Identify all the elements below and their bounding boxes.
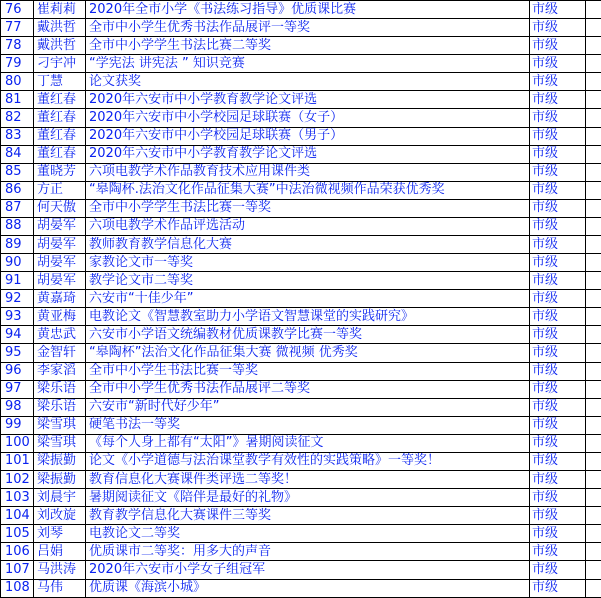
empty-cell — [586, 290, 601, 308]
award-title-cell: 论文获奖 — [86, 73, 530, 91]
empty-cell — [586, 19, 601, 37]
empty-cell — [586, 127, 601, 145]
empty-cell — [586, 434, 601, 452]
award-title-cell: 2020年六安市中小学校园足球联赛（女子） — [86, 109, 530, 127]
row-number-cell: 88 — [1, 217, 34, 235]
row-number-cell: 98 — [1, 398, 34, 416]
award-title-cell: “皋陶杯.法治文化作品征集大赛”中法治微视频作品荣获优秀奖 — [86, 181, 530, 199]
empty-cell — [586, 380, 601, 398]
award-title-cell: 《每个人身上都有“太阳”》暑期阅读征文 — [86, 434, 530, 452]
table-row — [1, 452, 601, 470]
award-title-cell: 教育教学信息化大赛课件三等奖 — [86, 507, 530, 525]
name-cell: 梁乐语 — [34, 380, 86, 398]
empty-cell — [586, 579, 601, 598]
row-number-cell: 86 — [1, 181, 34, 199]
row-number-cell: 101 — [1, 452, 34, 470]
level-cell: 市级 — [530, 199, 586, 217]
award-title-cell: 电教论文二等奖 — [86, 525, 530, 543]
empty-cell — [586, 254, 601, 272]
level-cell: 市级 — [530, 326, 586, 344]
row-number-cell: 80 — [1, 73, 34, 91]
name-cell: 胡晏军 — [34, 254, 86, 272]
award-title-cell: 2020年六安市中小学教育教学论文评选 — [86, 145, 530, 163]
award-title-cell: 全市中小学生书法比赛一等奖 — [86, 362, 530, 380]
row-number-cell: 90 — [1, 254, 34, 272]
award-title-cell: 暑期阅读征文《陪伴是最好的礼物》 — [86, 489, 530, 507]
name-cell: 金智轩 — [34, 344, 86, 362]
row-number-cell: 99 — [1, 416, 34, 434]
empty-cell — [586, 471, 601, 489]
table-row — [1, 145, 601, 163]
row-number-cell: 76 — [1, 1, 34, 19]
level-cell: 市级 — [530, 181, 586, 199]
table-row — [1, 37, 601, 55]
name-cell: 丁慧 — [34, 73, 86, 91]
empty-cell — [586, 181, 601, 199]
row-number-cell: 84 — [1, 145, 34, 163]
name-cell: 戴洪哲 — [34, 37, 86, 55]
level-cell: 市级 — [530, 471, 586, 489]
empty-cell — [586, 489, 601, 507]
table-row — [1, 1, 601, 19]
level-cell: 市级 — [530, 91, 586, 109]
table-row — [1, 199, 601, 217]
level-cell: 市级 — [530, 489, 586, 507]
table-row — [1, 507, 601, 525]
row-number-cell: 91 — [1, 272, 34, 290]
name-cell: 胡晏军 — [34, 217, 86, 235]
level-cell: 市级 — [530, 434, 586, 452]
award-title-cell: 六安市“新时代好少年” — [86, 398, 530, 416]
table-row — [1, 19, 601, 37]
level-cell: 市级 — [530, 507, 586, 525]
level-cell: 市级 — [530, 344, 586, 362]
name-cell: 刘琴 — [34, 525, 86, 543]
row-number-cell: 87 — [1, 199, 34, 217]
empty-cell — [586, 398, 601, 416]
table-row — [1, 525, 601, 543]
level-cell: 市级 — [530, 380, 586, 398]
name-cell: 梁振勤 — [34, 452, 86, 470]
row-number-cell: 77 — [1, 19, 34, 37]
row-number-cell: 106 — [1, 543, 34, 561]
empty-cell — [586, 199, 601, 217]
name-cell: 董红春 — [34, 91, 86, 109]
name-cell: 梁雪琪 — [34, 416, 86, 434]
empty-cell — [586, 73, 601, 91]
level-cell: 市级 — [530, 37, 586, 55]
table-row — [1, 579, 601, 598]
award-title-cell: 全市中小学学生书法比赛一等奖 — [86, 199, 530, 217]
row-number-cell: 85 — [1, 163, 34, 181]
empty-cell — [586, 452, 601, 470]
award-title-cell: 硬笔书法一等奖 — [86, 416, 530, 434]
table-row — [1, 91, 601, 109]
level-cell: 市级 — [530, 579, 586, 598]
table-row — [1, 73, 601, 91]
award-title-cell: 全市中小学学生书法比赛二等奖 — [86, 37, 530, 55]
empty-cell — [586, 163, 601, 181]
award-title-cell: 全市中小学生优秀书法作品展评一等奖 — [86, 19, 530, 37]
award-title-cell: 六安市“十佳少年” — [86, 290, 530, 308]
name-cell: 吕娟 — [34, 543, 86, 561]
empty-cell — [586, 55, 601, 73]
level-cell: 市级 — [530, 1, 586, 19]
level-cell: 市级 — [530, 145, 586, 163]
table-row — [1, 434, 601, 452]
empty-cell — [586, 91, 601, 109]
name-cell: 马洪涛 — [34, 561, 86, 579]
table-row — [1, 127, 601, 145]
row-number-cell: 81 — [1, 91, 34, 109]
row-number-cell: 89 — [1, 236, 34, 254]
name-cell: 董红春 — [34, 109, 86, 127]
table-row — [1, 163, 601, 181]
empty-cell — [586, 145, 601, 163]
level-cell: 市级 — [530, 236, 586, 254]
level-cell: 市级 — [530, 163, 586, 181]
empty-cell — [586, 217, 601, 235]
empty-cell — [586, 272, 601, 290]
award-title-cell: 优质课《海滨小城》 — [86, 579, 530, 598]
award-title-cell: 教育信息化大赛课件类评选二等奖！ — [86, 471, 530, 489]
level-cell: 市级 — [530, 308, 586, 326]
name-cell: 马伟 — [34, 579, 86, 598]
table-row — [1, 416, 601, 434]
row-number-cell: 108 — [1, 579, 34, 598]
empty-cell — [586, 416, 601, 434]
name-cell: 方正 — [34, 181, 86, 199]
level-cell: 市级 — [530, 416, 586, 434]
table-row — [1, 380, 601, 398]
row-number-cell: 100 — [1, 434, 34, 452]
award-title-cell: 六安市小学语文统编教材优质课教学比赛一等奖 — [86, 326, 530, 344]
table-row — [1, 181, 601, 199]
award-title-cell: 2020年六安市中小学教育教学论文评选 — [86, 91, 530, 109]
name-cell: 李家滔 — [34, 362, 86, 380]
name-cell: 黄亚梅 — [34, 308, 86, 326]
award-title-cell: 教师教育教学信息化大赛 — [86, 236, 530, 254]
table-row — [1, 543, 601, 561]
table-row — [1, 471, 601, 489]
empty-cell — [586, 37, 601, 55]
empty-cell — [586, 326, 601, 344]
table-row — [1, 55, 601, 73]
empty-cell — [586, 1, 601, 19]
award-title-cell: 电教论文《智慧教室助力小学语文智慧课堂的实践研究》 — [86, 308, 530, 326]
name-cell: 刘改旋 — [34, 507, 86, 525]
award-title-cell: 六项电教学术作品评选活动 — [86, 217, 530, 235]
level-cell: 市级 — [530, 55, 586, 73]
level-cell: 市级 — [530, 109, 586, 127]
award-title-cell: 优质课市二等奖：用多大的声音 — [86, 543, 530, 561]
row-number-cell: 103 — [1, 489, 34, 507]
award-table-body — [1, 1, 601, 598]
table-row — [1, 109, 601, 127]
level-cell: 市级 — [530, 362, 586, 380]
name-cell: 董红春 — [34, 145, 86, 163]
award-title-cell: 全市中小学生优秀书法作品展评二等奖 — [86, 380, 530, 398]
level-cell: 市级 — [530, 217, 586, 235]
level-cell: 市级 — [530, 561, 586, 579]
row-number-cell: 93 — [1, 308, 34, 326]
name-cell: 刘晨宇 — [34, 489, 86, 507]
empty-cell — [586, 525, 601, 543]
table-row — [1, 398, 601, 416]
table-row — [1, 272, 601, 290]
level-cell: 市级 — [530, 19, 586, 37]
award-title-cell: 论文《小学道德与法治课堂教学有效性的实践策略》一等奖！ — [86, 452, 530, 470]
level-cell: 市级 — [530, 127, 586, 145]
empty-cell — [586, 507, 601, 525]
level-cell: 市级 — [530, 73, 586, 91]
name-cell: 梁乐语 — [34, 398, 86, 416]
name-cell: 崔莉莉 — [34, 1, 86, 19]
award-title-cell: “学宪法 讲宪法 ” 知识竞赛 — [86, 55, 530, 73]
award-title-cell: 2020年六安市中小学校园足球联赛（男子） — [86, 127, 530, 145]
row-number-cell: 95 — [1, 344, 34, 362]
level-cell: 市级 — [530, 525, 586, 543]
empty-cell — [586, 543, 601, 561]
level-cell: 市级 — [530, 272, 586, 290]
row-number-cell: 107 — [1, 561, 34, 579]
row-number-cell: 94 — [1, 326, 34, 344]
row-number-cell: 82 — [1, 109, 34, 127]
award-title-cell: 教学论文市二等奖 — [86, 272, 530, 290]
empty-cell — [586, 308, 601, 326]
table-row — [1, 308, 601, 326]
name-cell: 黄嘉琦 — [34, 290, 86, 308]
table-row — [1, 254, 601, 272]
award-title-cell: 家教论文市一等奖 — [86, 254, 530, 272]
row-number-cell: 104 — [1, 507, 34, 525]
name-cell: 刁宇冲 — [34, 55, 86, 73]
row-number-cell: 105 — [1, 525, 34, 543]
name-cell: 何天傲 — [34, 199, 86, 217]
empty-cell — [586, 362, 601, 380]
name-cell: 梁雪琪 — [34, 434, 86, 452]
level-cell: 市级 — [530, 543, 586, 561]
award-title-cell: 2020年全市小学《书法练习指导》优质课比赛 — [86, 1, 530, 19]
table-row — [1, 217, 601, 235]
award-title-cell: 六项电教学术作品教育技术应用课件类 — [86, 163, 530, 181]
name-cell: 胡晏军 — [34, 236, 86, 254]
row-number-cell: 96 — [1, 362, 34, 380]
row-number-cell: 83 — [1, 127, 34, 145]
table-row — [1, 489, 601, 507]
name-cell: 董红春 — [34, 127, 86, 145]
table-row — [1, 362, 601, 380]
level-cell: 市级 — [530, 290, 586, 308]
row-number-cell: 92 — [1, 290, 34, 308]
table-row — [1, 290, 601, 308]
table-row — [1, 344, 601, 362]
table-row — [1, 561, 601, 579]
row-number-cell: 79 — [1, 55, 34, 73]
level-cell: 市级 — [530, 398, 586, 416]
award-title-cell: “皋陶杯”法治文化作品征集大赛 微视频 优秀奖 — [86, 344, 530, 362]
name-cell: 胡晏军 — [34, 272, 86, 290]
empty-cell — [586, 236, 601, 254]
name-cell: 董晓芳 — [34, 163, 86, 181]
level-cell: 市级 — [530, 452, 586, 470]
empty-cell — [586, 109, 601, 127]
empty-cell — [586, 344, 601, 362]
table-row — [1, 236, 601, 254]
award-title-cell: 2020年六安市小学女子组冠军 — [86, 561, 530, 579]
row-number-cell: 102 — [1, 471, 34, 489]
name-cell: 戴洪哲 — [34, 19, 86, 37]
row-number-cell: 97 — [1, 380, 34, 398]
name-cell: 梁振勤 — [34, 471, 86, 489]
name-cell: 黄忠武 — [34, 326, 86, 344]
empty-cell — [586, 561, 601, 579]
row-number-cell: 78 — [1, 37, 34, 55]
level-cell: 市级 — [530, 254, 586, 272]
table-row — [1, 326, 601, 344]
